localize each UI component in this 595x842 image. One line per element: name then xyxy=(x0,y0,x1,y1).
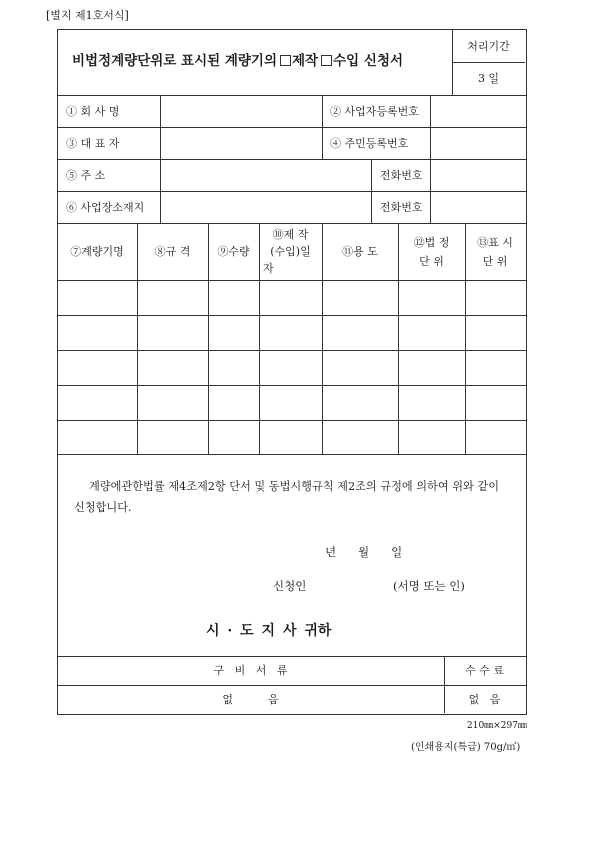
workplace-label: ⑥ 사업장소재지 xyxy=(66,201,145,214)
item-row-5[interactable] xyxy=(58,421,525,454)
declaration-line1: 계량에관한법률 제4조제2항 단서 및 동법시행규칙 제2조의 규정에 의하여 위와 같이 xyxy=(89,480,499,493)
col-meter-name: ⑦계량기명 xyxy=(70,245,124,258)
item-row-3[interactable] xyxy=(58,351,525,385)
representative-label: ③ 대 표 자 xyxy=(66,137,120,150)
fee-header: 수 수 료 xyxy=(465,664,504,677)
processing-period-label: 처리기간 xyxy=(467,40,510,53)
col-display-unit-line1: ⑬표 시 xyxy=(477,236,513,249)
title-option-manufacture: 제작 xyxy=(292,53,319,69)
item-row-1[interactable] xyxy=(58,281,525,315)
title-option-import: 수입 xyxy=(333,53,360,69)
business-reg-no-label: ② 사업자등록번호 xyxy=(330,105,419,118)
form-number-label: [별지 제1호서식] xyxy=(46,9,129,22)
fee-value: 없 음 xyxy=(468,693,501,706)
company-name-label: ① 회 사 명 xyxy=(66,105,120,118)
title-part2: 신청서 xyxy=(363,53,404,69)
company-name-field[interactable] xyxy=(161,96,321,127)
documents-header: 구 비 서 류 xyxy=(213,664,288,677)
col-date-line1: ⑩제 작 xyxy=(272,228,309,241)
documents-value: 없 음 xyxy=(222,693,279,706)
col-usage: ⑪용 도 xyxy=(342,245,378,258)
applicant-label: 신청인 xyxy=(273,579,307,593)
paper-size: 210㎜×297㎜ xyxy=(467,721,527,731)
item-row-2[interactable] xyxy=(58,316,525,350)
processing-period-value: 3 일 xyxy=(477,72,500,85)
col-date-line3: 자 xyxy=(263,262,274,275)
address-label: ⑤ 주 소 xyxy=(66,169,106,182)
form-title xyxy=(72,53,403,69)
sign-note: (서명 또는 인) xyxy=(393,579,465,593)
workplace-field[interactable] xyxy=(161,192,370,223)
addressee: 시 · 도 지 사 귀하 xyxy=(206,623,332,639)
business-reg-no-field[interactable] xyxy=(431,96,525,127)
applicant-name-field[interactable] xyxy=(315,577,385,595)
address-field[interactable] xyxy=(161,160,370,191)
col-date-line2: (수입)일 xyxy=(270,245,311,258)
col-legal-unit-line1: ⑫법 정 xyxy=(413,236,450,249)
col-quantity: ⑨수량 xyxy=(217,245,250,258)
item-row-4[interactable] xyxy=(58,386,525,420)
import-checkbox[interactable] xyxy=(321,55,332,66)
phone-label-1: 전화번호 xyxy=(380,169,423,182)
col-spec: ⑧규 격 xyxy=(154,245,191,258)
phone-field-1[interactable] xyxy=(431,160,525,191)
manufacture-checkbox[interactable] xyxy=(280,55,291,66)
phone-field-2[interactable] xyxy=(431,192,525,223)
col-display-unit-line2: 단 위 xyxy=(482,255,508,268)
phone-label-2: 전화번호 xyxy=(380,201,423,214)
resident-reg-no-label: ④ 주민등록번호 xyxy=(330,137,409,150)
declaration-line2: 신청합니다. xyxy=(74,501,132,514)
resident-reg-no-field[interactable] xyxy=(431,128,525,159)
col-legal-unit-line2: 단 위 xyxy=(419,255,444,268)
paper-type: (인쇄용지(특급) 70g/㎡) xyxy=(411,742,521,753)
title-part1: 비법정계량단위로 표시된 계량기의 xyxy=(72,53,278,69)
representative-field[interactable] xyxy=(161,128,321,159)
date-line: 년 월 일 xyxy=(325,545,403,559)
